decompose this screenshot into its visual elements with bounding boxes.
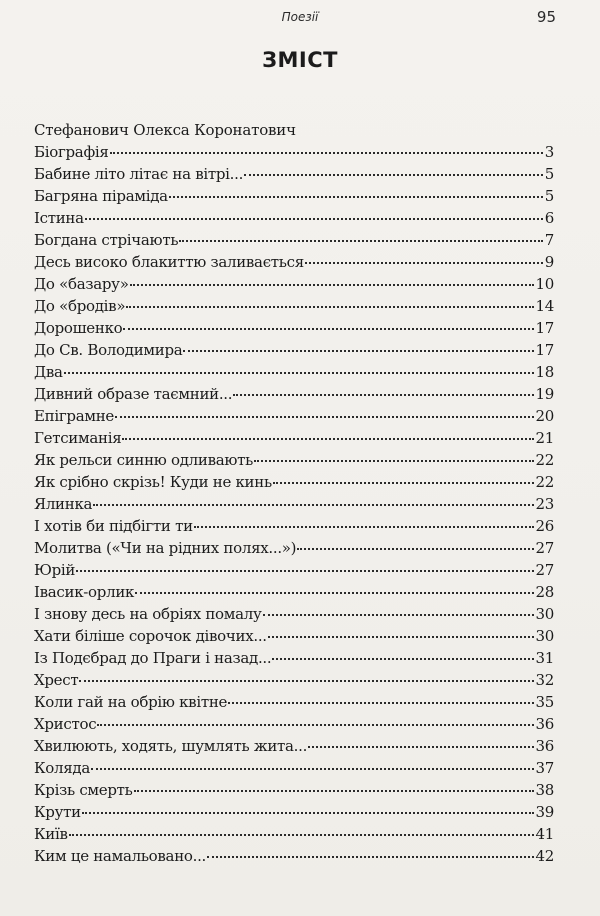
toc-entry	[34, 317, 554, 339]
toc-entry-page: 6	[544, 209, 554, 227]
toc-entry	[34, 449, 554, 471]
toc-entry-page: 7	[544, 231, 554, 249]
toc-entry-page: 36	[535, 737, 554, 755]
toc-entry-page: 31	[535, 649, 554, 667]
toc-leader-dots	[233, 394, 533, 396]
toc-entry-page: 41	[535, 825, 554, 843]
toc-leader-dots	[122, 438, 533, 440]
toc-leader-dots	[183, 350, 533, 352]
toc-entry-title: До «бродів»	[34, 297, 126, 315]
toc-entry-title: Крути	[34, 803, 81, 821]
toc-heading: ЗМІСТ	[262, 48, 338, 72]
toc-entry	[34, 691, 554, 713]
toc-entry-title: Два	[34, 363, 63, 381]
toc-leader-dots	[272, 658, 533, 660]
toc-entry-page: 3	[544, 143, 554, 161]
toc-entry	[34, 559, 554, 581]
toc-entry-page: 42	[535, 847, 554, 865]
toc-leader-dots	[123, 328, 533, 330]
toc-entry	[34, 493, 554, 515]
author-name: Стефанович Олекса Коронатович	[34, 121, 296, 139]
toc-entry	[34, 823, 554, 845]
toc-entry	[34, 779, 554, 801]
toc-entry-title: Із Подєбрад до Праги і назад...	[34, 649, 272, 667]
toc-entry-page: 5	[544, 187, 554, 205]
toc-entry-title: Дорошенко	[34, 319, 123, 337]
toc-entry	[34, 669, 554, 691]
toc-entry-page: 22	[535, 473, 554, 491]
toc-entry	[34, 515, 554, 537]
toc-entry-page: 17	[535, 319, 554, 337]
toc-leader-dots	[194, 526, 534, 528]
toc-entry-title: Коли гай на обрію квітне	[34, 693, 228, 711]
toc-entry-title: Коляда	[34, 759, 91, 777]
toc-entry	[34, 273, 554, 295]
toc-leader-dots	[69, 834, 534, 836]
toc-entry	[34, 713, 554, 735]
toc-leader-dots	[169, 196, 543, 198]
toc-leader-dots	[135, 592, 533, 594]
toc-entry-title: Хати біліше сорочок дівочих...	[34, 627, 267, 645]
toc-leader-dots	[228, 702, 533, 704]
toc-entry	[34, 647, 554, 669]
toc-entry	[34, 185, 554, 207]
toc-entry	[34, 625, 554, 647]
toc-leader-dots	[93, 504, 533, 506]
toc-entry	[34, 581, 554, 603]
toc-entry-page: 26	[535, 517, 554, 535]
toc-entry-page: 27	[535, 561, 554, 579]
toc-entry	[34, 405, 554, 427]
toc-entry-page: 23	[535, 495, 554, 513]
toc-entry	[34, 427, 554, 449]
toc-entry-title: І знову десь на обріях помалу	[34, 605, 262, 623]
toc-entry-title: Христос	[34, 715, 97, 733]
toc-leader-dots	[110, 152, 543, 154]
toc-entry-page: 35	[535, 693, 554, 711]
running-head	[0, 8, 600, 30]
toc-entry-title: До «базару»	[34, 275, 129, 293]
toc-entry-page: 14	[535, 297, 554, 315]
toc-leader-dots	[64, 372, 534, 374]
toc-entry	[34, 801, 554, 823]
toc-entry-title: Дивний образе таємний...	[34, 385, 233, 403]
toc-entry-page: 17	[535, 341, 554, 359]
toc-entry-page: 37	[535, 759, 554, 777]
toc-leader-dots	[82, 812, 534, 814]
toc-entry-title: Як рельси синню одливають	[34, 451, 254, 469]
toc-entry-page: 36	[535, 715, 554, 733]
toc-entry-title: Епіграмне	[34, 407, 114, 425]
toc-leader-dots	[305, 262, 543, 264]
toc-entry-title: Багряна піраміда	[34, 187, 168, 205]
toc-entry-page: 19	[535, 385, 554, 403]
toc-leader-dots	[254, 460, 533, 462]
toc-list	[34, 141, 554, 867]
toc-entry-title: Київ	[34, 825, 68, 843]
toc-leader-dots	[115, 416, 534, 418]
toc-leader-dots	[97, 724, 533, 726]
toc-entry-title: Богдана стрічають	[34, 231, 179, 249]
page-number: 95	[536, 8, 556, 26]
toc-leader-dots	[207, 856, 533, 858]
toc-entry-page: 21	[535, 429, 554, 447]
toc-entry	[34, 471, 554, 493]
toc-entry-title: І хотів би підбігти ти	[34, 517, 193, 535]
toc-leader-dots	[244, 174, 543, 176]
toc-entry-page: 30	[535, 605, 554, 623]
toc-entry-title: Істина	[34, 209, 84, 227]
toc-entry	[34, 383, 554, 405]
toc-entry-page: 30	[535, 627, 554, 645]
toc-entry	[34, 141, 554, 163]
toc-entry-title: Хвилюють, ходять, шумлять жита...	[34, 737, 308, 755]
toc-entry-title: Бабине літо літає на вітрі...	[34, 165, 244, 183]
toc-leader-dots	[79, 680, 533, 682]
running-title: Поезії	[281, 10, 319, 24]
toc-leader-dots	[85, 218, 543, 220]
toc-entry-page: 39	[535, 803, 554, 821]
toc-entry	[34, 251, 554, 273]
toc-entry	[34, 735, 554, 757]
toc-entry-title: Ким це намальовано...	[34, 847, 207, 865]
toc-entry	[34, 229, 554, 251]
toc-entry-page: 18	[535, 363, 554, 381]
toc-entry	[34, 757, 554, 779]
toc-leader-dots	[273, 482, 534, 484]
toc-entry-page: 5	[544, 165, 554, 183]
toc-entry-title: Десь високо блакиттю заливається	[34, 253, 304, 271]
toc-entry	[34, 603, 554, 625]
toc-entry	[34, 339, 554, 361]
toc-entry-page: 27	[535, 539, 554, 557]
toc-entry	[34, 295, 554, 317]
toc-entry-page: 10	[535, 275, 554, 293]
toc-leader-dots	[308, 746, 533, 748]
toc-entry	[34, 207, 554, 229]
toc-entry-page: 20	[535, 407, 554, 425]
toc-leader-dots	[134, 790, 534, 792]
toc-leader-dots	[130, 284, 534, 286]
toc-entry-title: Гетсиманія	[34, 429, 122, 447]
toc-leader-dots	[91, 768, 533, 770]
toc-entry-title: Біографія	[34, 143, 109, 161]
toc-entry-title: Івасик-орлик	[34, 583, 135, 601]
toc-entry-title: Ялинка	[34, 495, 93, 513]
toc-entry-title: Як срібно скрізь! Куди не кинь	[34, 473, 272, 491]
toc-entry-title: Крізь смерть	[34, 781, 133, 799]
toc-entry-page: 22	[535, 451, 554, 469]
toc-leader-dots	[297, 548, 533, 550]
toc-entry-title: Юрій	[34, 561, 76, 579]
toc-leader-dots	[263, 614, 534, 616]
toc-leader-dots	[126, 306, 533, 308]
toc-entry-title: До Св. Володимира	[34, 341, 183, 359]
toc-entry-page: 9	[544, 253, 554, 271]
toc-entry	[34, 361, 554, 383]
toc-entry-title: Хрест	[34, 671, 79, 689]
toc-entry	[34, 845, 554, 867]
toc-entry-page: 38	[535, 781, 554, 799]
toc-entry-page: 28	[535, 583, 554, 601]
toc-leader-dots	[268, 636, 534, 638]
toc-leader-dots	[179, 240, 543, 242]
toc-leader-dots	[76, 570, 533, 572]
toc-entry-page: 32	[535, 671, 554, 689]
toc-entry-title: Молитва («Чи на рідних полях...»)	[34, 539, 297, 557]
toc-entry	[34, 163, 554, 185]
toc-entry	[34, 537, 554, 559]
